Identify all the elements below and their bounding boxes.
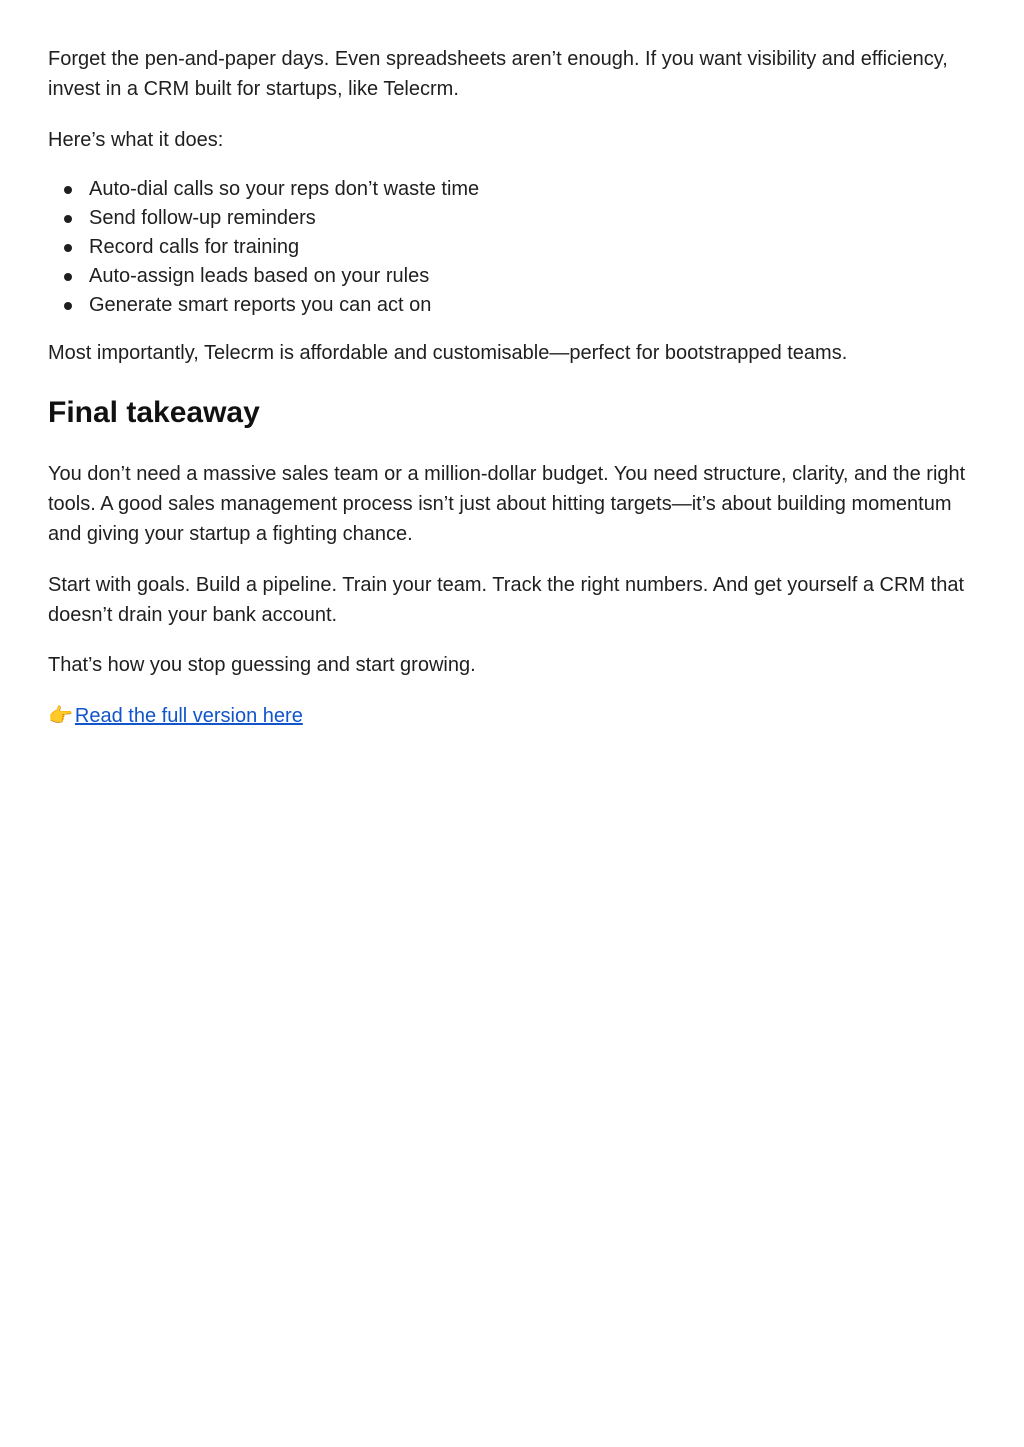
takeaway-paragraph: You don’t need a massive sales team or a million-dollar budget. You need structure, clarity, and the right tools. A good sales management process isn’t just about hitting targets—it’s about building momentum and giving your startup a fighting chance. xyxy=(48,463,966,545)
list-item-text: Auto-dial calls so your reps don’t waste time xyxy=(89,178,480,200)
list-item-text: Send follow-up reminders xyxy=(89,207,316,229)
affordability-paragraph: Most importantly, Telecrm is affordable and customisable—perfect for bootstrapped teams. xyxy=(48,342,848,364)
list-item xyxy=(48,291,978,320)
list-item-text: Auto-assign leads based on your rules xyxy=(89,265,430,287)
takeaway-paragraph: That’s how you stop guessing and start growing. xyxy=(48,654,476,676)
intro-paragraph: Forget the pen-and-paper days. Even spreadsheets aren’t enough. If you want visibility and efficiency, invest in a CRM built for startups, like Telecrm. xyxy=(48,48,948,100)
document-page xyxy=(48,44,978,731)
bullet-icon xyxy=(64,186,72,194)
list-item-text: Record calls for training xyxy=(89,236,300,258)
feature-list xyxy=(48,175,978,320)
takeaway-paragraph: Start with goals. Build a pipeline. Train your team. Track the right numbers. And get yourself a CRM that doesn’t drain your bank account. xyxy=(48,574,964,626)
list-item xyxy=(48,233,978,262)
section-heading: Final takeaway xyxy=(48,396,260,429)
bullet-icon xyxy=(64,244,72,252)
bullet-icon xyxy=(64,273,72,281)
list-item xyxy=(48,204,978,233)
features-lead: Here’s what it does: xyxy=(48,129,224,151)
read-more-row xyxy=(48,701,978,731)
pointing-hand-icon: 👉 xyxy=(48,705,73,727)
list-item xyxy=(48,175,978,204)
read-full-version-link[interactable]: Read the full version here xyxy=(74,705,303,727)
bullet-icon xyxy=(64,302,72,310)
bullet-icon xyxy=(64,215,72,223)
list-item xyxy=(48,262,978,291)
list-item-text: Generate smart reports you can act on xyxy=(89,294,432,316)
